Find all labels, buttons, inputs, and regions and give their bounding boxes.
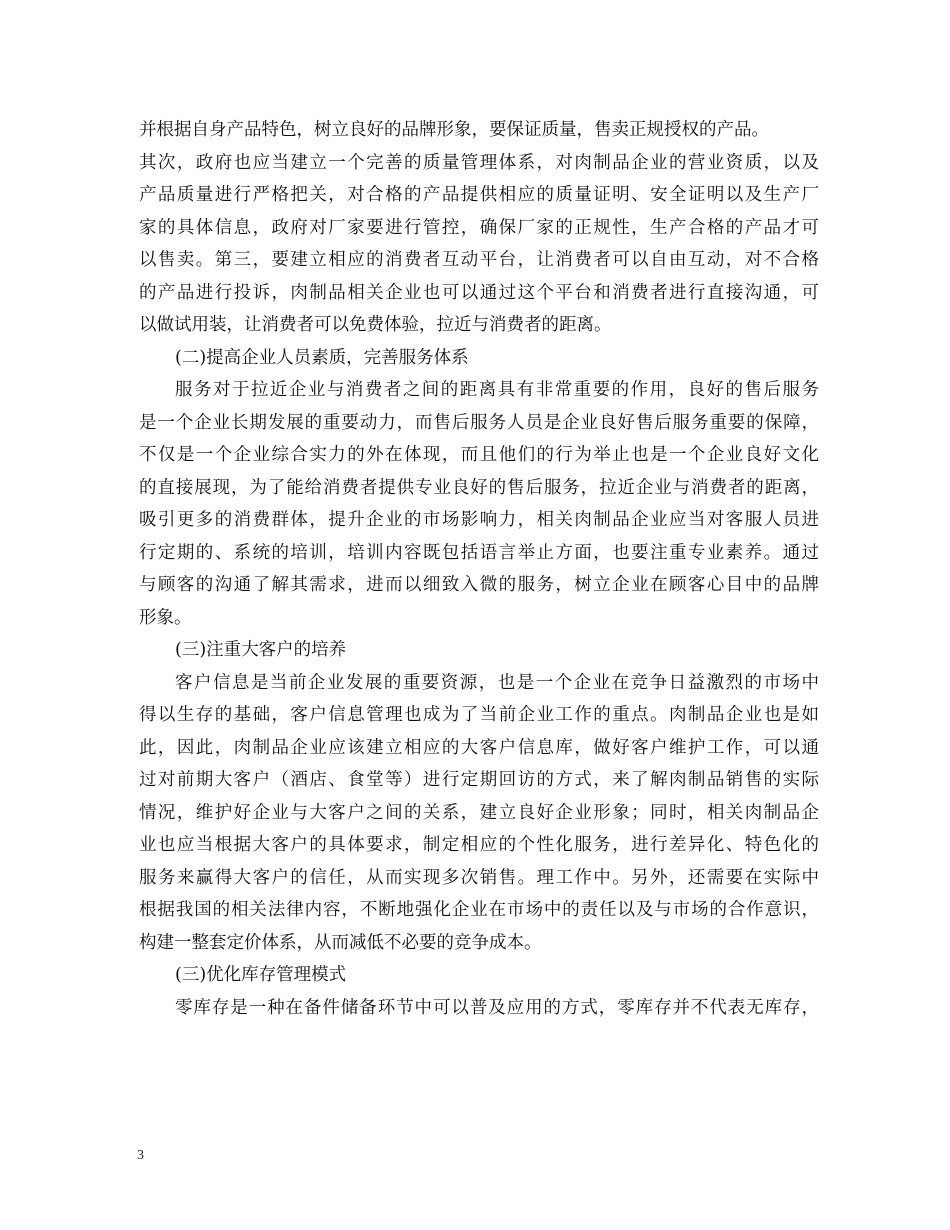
text-line: (三)优化库存管理模式 xyxy=(175,965,347,985)
text-line: 零库存是一种在备件储备环节中可以普及应用的方式，零库存并不代表无库存， xyxy=(175,997,819,1018)
text-line: 不仅是一个企业综合实力的外在体现，而且他们的行为举止也是一个企业良好文化 xyxy=(139,445,819,465)
text-line: 构建一整套定价体系，从而减低不必要的竞争成本。 xyxy=(139,932,542,953)
text-line: 业也应当根据大客户的具体要求，制定相应的个性化服务，进行差异化、特色化的 xyxy=(139,835,819,855)
text-line: 服务来赢得大客户的信任，从而实现多次销售。理工作中。另外，还需要在实际中 xyxy=(139,867,819,888)
text-line: 其次，政府也应当建立一个完善的质量管理体系，对肉制品企业的营业资质，以及 xyxy=(139,152,819,173)
text-line: 行定期的、系统的培训，培训内容既包括语言举止方面，也要注重专业素养。通过 xyxy=(139,542,819,563)
text-line: 情况，维护好企业与大客户之间的关系，建立良好企业形象；同时，相关肉制品企 xyxy=(139,802,819,823)
text-line: 以售卖。第三，要建立相应的消费者互动平台，让消费者可以自由互动，对不合格 xyxy=(139,250,819,270)
text-line: 产品质量进行严格把关，对合格的产品提供相应的质量证明、安全证明以及生产厂 xyxy=(139,185,819,205)
text-line: 得以生存的基础，客户信息管理也成为了当前企业工作的重点。肉制品企业也是如 xyxy=(139,705,819,725)
text-line: 是一个企业长期发展的重要动力，而售后服务人员是企业良好售后服务重要的保障， xyxy=(139,412,819,433)
text-line: (二)提高企业人员素质，完善服务体系 xyxy=(175,347,469,368)
body-text xyxy=(139,114,819,1024)
text-line: 过对前期大客户（酒店、食堂等）进行定期回访的方式，来了解肉制品销售的实际 xyxy=(139,770,819,790)
text-line: 的直接展现，为了能给消费者提供专业良好的售后服务，拉近企业与消费者的距离， xyxy=(139,477,819,498)
text-line: 的产品进行投诉，肉制品相关企业也可以通过这个平台和消费者进行直接沟通，可 xyxy=(139,282,819,303)
text-line: 家的具体信息，政府对厂家要进行管控，确保厂家的正规性，生产合格的产品才可 xyxy=(139,217,819,238)
text-line: 以做试用装，让消费者可以免费体验，拉近与消费者的距离。 xyxy=(139,315,612,335)
text-line: 形象。 xyxy=(139,607,192,628)
text-line: (三)注重大客户的培养 xyxy=(175,640,347,660)
page-number: 3 xyxy=(137,1148,144,1163)
text-line: 根据我国的相关法律内容，不断地强化企业在市场中的责任以及与市场的合作意识， xyxy=(139,900,819,920)
text-line: 吸引更多的消费群体，提升企业的市场影响力，相关肉制品企业应当对客服人员进 xyxy=(139,510,819,530)
text-line: 此，因此，肉制品企业应该建立相应的大客户信息库，做好客户维护工作，可以通 xyxy=(139,737,819,758)
text-line: 并根据自身产品特色，树立良好的品牌形象，要保证质量，售卖正规授权的产品。 xyxy=(139,120,769,140)
text-line: 客户信息是当前企业发展的重要资源，也是一个企业在竞争日益激烈的市场中 xyxy=(175,672,819,693)
text-line: 服务对于拉近企业与消费者之间的距离具有非常重要的作用，良好的售后服务 xyxy=(175,380,819,400)
text-line: 与顾客的沟通了解其需求，进而以细致入微的服务，树立企业在顾客心目中的品牌 xyxy=(139,575,819,595)
